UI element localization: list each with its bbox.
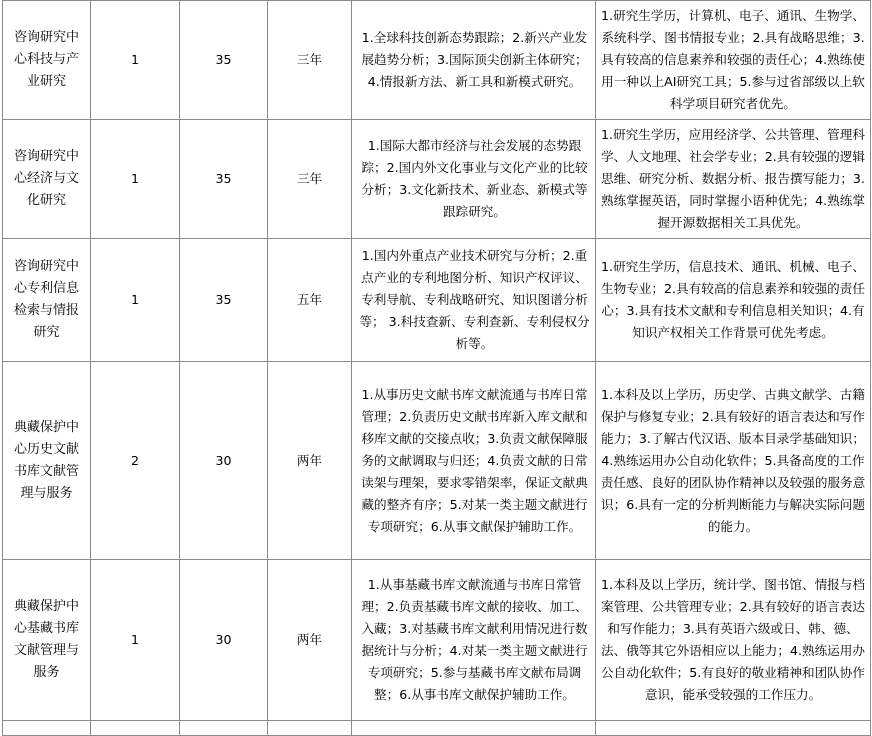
age-limit-cell: 35 (180, 1, 268, 120)
table-row-partial (3, 721, 871, 736)
requirements-cell: 1.研究生学历，计算机、电子、通讯、生物学、系统科学、图书情报专业；2.具有战略思维；3.具有较高的信息素养和较强的责任心；4.熟练使用一种以上AI研究工具；5.参与过省部级以上软科学项目研究者优先。 (596, 1, 871, 120)
department-cell: 咨询研究中心专利信息检索与情报研究 (3, 239, 91, 362)
empty-cell (180, 721, 268, 736)
empty-cell (91, 721, 180, 736)
requirements-cell: 1.本科及以上学历，统计学、图书馆、情报与档案管理、公共管理专业；2.具有较好的语言表达和写作能力；3.具有英语六级或日、韩、德、法、俄等其它外语相应以上能力；4.熟练运用办公自动化软件；5.有良好的敬业精神和团队协作意识，能承受较强的工作压力。 (596, 560, 871, 721)
requirements-cell: 1.研究生学历，应用经济学、公共管理、管理科学、人文地理、社会学专业；2.具有较强的逻辑思维、研究分析、数据分析、报告撰写能力；3.熟练掌握英语，同时掌握小语种优先；4.熟练掌握开源数据相关工具优先。 (596, 120, 871, 239)
duties-cell: 1.从事历史文献书库文献流通与书库日常管理；2.负责历史文献书库新入库文献和移库文献的交接点收；3.负责文献保障服务的文献调取与归还；4.负责文献的日常读架与理架，要求零错架率，保证文献典藏的整齐有序；5.对某一类主题文献进行专项研究；6.从事文献保护辅助工作。 (352, 362, 596, 560)
headcount-cell: 1 (91, 560, 180, 721)
experience-cell: 两年 (268, 362, 352, 560)
experience-cell: 三年 (268, 120, 352, 239)
duties-cell: 1.从事基藏书库文献流通与书库日常管理；2.负责基藏书库文献的接收、加工、入藏；3.对基藏书库文献利用情况进行数据统计与分析；4.对某一类主题文献进行专项研究；5.参与基藏书库文献布局调整；6.从事书库文献保护辅助工作。 (352, 560, 596, 721)
table-row (3, 239, 871, 362)
department-cell: 咨询研究中心科技与产业研究 (3, 1, 91, 120)
table-row (3, 1, 871, 120)
empty-cell (268, 721, 352, 736)
table-row (3, 560, 871, 721)
headcount-cell: 1 (91, 1, 180, 120)
table-row (3, 120, 871, 239)
age-limit-cell: 30 (180, 362, 268, 560)
department-cell: 典藏保护中心基藏书库文献管理与服务 (3, 560, 91, 721)
empty-cell (596, 721, 871, 736)
age-limit-cell: 35 (180, 120, 268, 239)
age-limit-cell: 30 (180, 560, 268, 721)
headcount-cell: 2 (91, 362, 180, 560)
table-row (3, 362, 871, 560)
duties-cell: 1.国内外重点产业技术研究与分析；2.重点产业的专利地图分析、知识产权评议、专利导航、专利战略研究、知识图谱分析等； 3.科技查新、专利查新、专利侵权分析等。 (352, 239, 596, 362)
experience-cell: 两年 (268, 560, 352, 721)
age-limit-cell: 35 (180, 239, 268, 362)
empty-cell (3, 721, 91, 736)
requirements-cell: 1.本科及以上学历，历史学、古典文献学、古籍保护与修复专业；2.具有较好的语言表达和写作能力；3.了解古代汉语、版本目录学基础知识；4.熟练运用办公自动化软件；5.具备高度的工作责任感、良好的团队协作精神以及较强的服务意识；6.具有一定的分析判断能力与解决实际问题的能力。 (596, 362, 871, 560)
department-cell: 典藏保护中心历史文献书库文献管理与服务 (3, 362, 91, 560)
requirements-cell: 1.研究生学历，信息技术、通讯、机械、电子、生物专业；2.具有较高的信息素养和较强的责任心；3.具有技术文献和专利信息相关知识；4.有知识产权相关工作背景可优先考虑。 (596, 239, 871, 362)
department-cell: 咨询研究中心经济与文化研究 (3, 120, 91, 239)
experience-cell: 三年 (268, 1, 352, 120)
recruitment-table (2, 0, 871, 736)
experience-cell: 五年 (268, 239, 352, 362)
headcount-cell: 1 (91, 120, 180, 239)
duties-cell: 1.全球科技创新态势跟踪；2.新兴产业发展趋势分析；3.国际顶尖创新主体研究；4.情报新方法、新工具和新模式研究。 (352, 1, 596, 120)
headcount-cell: 1 (91, 239, 180, 362)
empty-cell (352, 721, 596, 736)
duties-cell: 1.国际大都市经济与社会发展的态势跟踪；2.国内外文化事业与文化产业的比较分析；3.文化新技术、新业态、新模式等跟踪研究。 (352, 120, 596, 239)
